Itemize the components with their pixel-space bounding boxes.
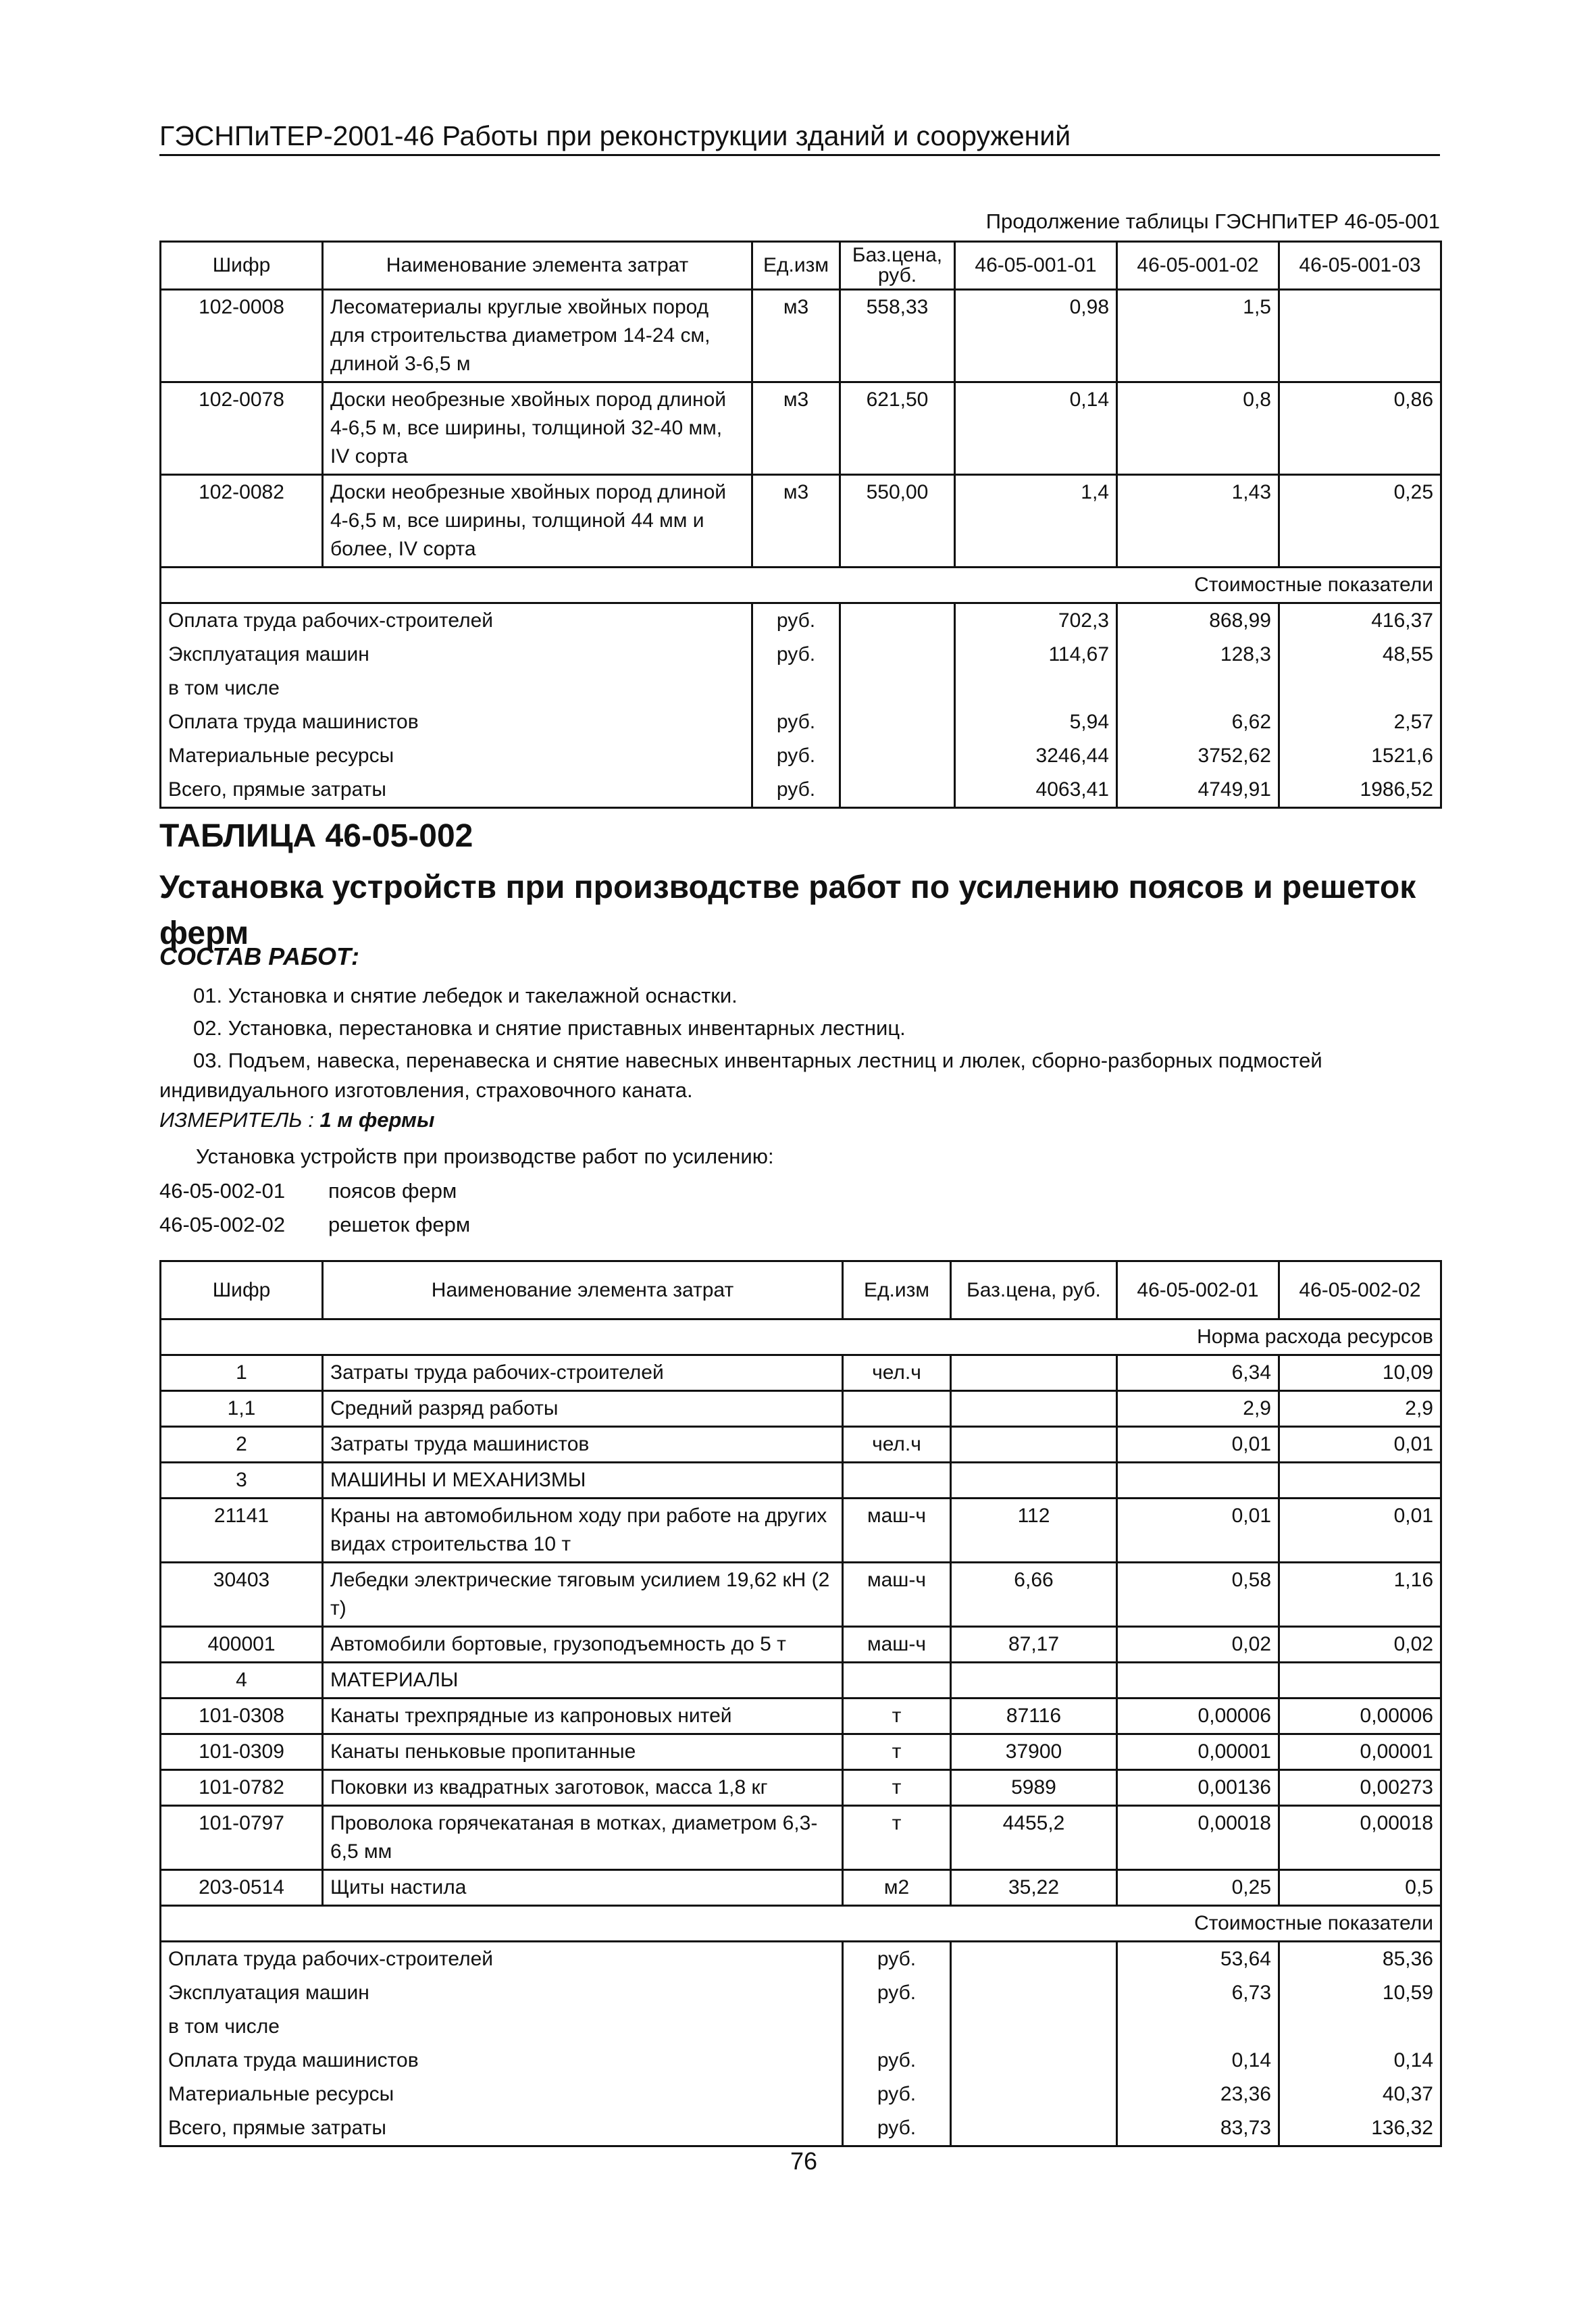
table-row	[161, 1734, 1441, 1770]
page-number: 76	[790, 2147, 818, 2175]
cost-label: Оплата труда рабочих-строителей	[161, 1942, 843, 1977]
cost-value-02: 85,36	[1279, 1942, 1441, 1977]
cell-price: 5989	[951, 1770, 1117, 1806]
cost-price	[840, 773, 955, 808]
cell-unit: т	[843, 1806, 951, 1870]
cell-code: 1	[161, 1355, 323, 1391]
header-name: Наименование элемента затрат	[323, 242, 752, 290]
cost-price	[951, 2078, 1117, 2111]
cost-value-01: 5,94	[955, 705, 1117, 739]
cost-label: Материальные ресурсы	[161, 739, 752, 773]
table-subtitle: Установка устройств при производстве работ по усилению поясов и решеток ферм	[159, 870, 1416, 951]
table-row	[161, 1391, 1441, 1427]
cell-price: 621,50	[840, 382, 955, 475]
cost-label: Оплата труда машинистов	[161, 2044, 843, 2078]
cell-norm-02: 0,00273	[1279, 1770, 1441, 1806]
cell-norm-01	[1117, 1463, 1279, 1499]
cost-row	[161, 773, 1441, 808]
cell-norm-01: 0,01	[1117, 1499, 1279, 1563]
cell-name: Затраты труда машинистов	[323, 1427, 843, 1463]
resource-table-46-05-002	[159, 1260, 1442, 2147]
header-base-price: Баз.цена, руб.	[951, 1261, 1117, 1319]
cell-norm-01: 2,9	[1117, 1391, 1279, 1427]
cell-norm-01: 0,25	[1117, 1870, 1279, 1906]
cost-price	[951, 2111, 1117, 2146]
cost-unit: руб.	[843, 2078, 951, 2111]
cell-name: МАШИНЫ И МЕХАНИЗМЫ	[323, 1463, 843, 1499]
table-row	[161, 1427, 1441, 1463]
table-row	[161, 1627, 1441, 1663]
cost-label: Оплата труда рабочих-строителей	[161, 603, 752, 638]
cost-value-02: 6,62	[1117, 705, 1279, 739]
code: 46-05-002-02	[159, 1213, 286, 1236]
cell-name: Щиты настила	[323, 1870, 843, 1906]
cell-price: 87116	[951, 1699, 1117, 1734]
cost-value-01: 4063,41	[955, 773, 1117, 808]
cost-unit: руб.	[752, 739, 840, 773]
cell-unit: т	[843, 1699, 951, 1734]
cost-unit: руб.	[752, 603, 840, 638]
cost-price	[840, 638, 955, 672]
cell-unit: т	[843, 1770, 951, 1806]
table-row	[161, 1770, 1441, 1806]
cell-norm-01: 0,98	[955, 290, 1117, 382]
cost-row	[161, 603, 1441, 638]
cost-value-01: 83,73	[1117, 2111, 1279, 2146]
cell-norm-01: 0,00018	[1117, 1806, 1279, 1870]
cost-unit: руб.	[843, 1976, 951, 2010]
cell-code: 102-0078	[161, 382, 323, 475]
cell-name: Поковки из квадратных заготовок, масса 1,8 кг	[323, 1770, 843, 1806]
cost-unit	[752, 672, 840, 705]
cell-name: Лесоматериалы круглые хвойных пород для строительства диаметром 14-24 см, длиной 3-6,5 м	[323, 290, 752, 382]
header-norm-01: 46-05-002-01	[1117, 1261, 1279, 1319]
cell-name: Автомобили бортовые, грузоподъемность до 5 т	[323, 1627, 843, 1663]
cell-code: 1,1	[161, 1391, 323, 1427]
intro-text: Установка устройств при производстве работ по усилению:	[196, 1145, 774, 1168]
cost-row	[161, 1976, 1441, 2010]
cost-price	[951, 1942, 1117, 1977]
cell-unit: м3	[752, 475, 840, 568]
cost-price	[951, 2044, 1117, 2078]
cost-row	[161, 2078, 1441, 2111]
header-code: Шифр	[161, 242, 323, 290]
cost-row	[161, 2010, 1441, 2044]
cost-value-01: 3246,44	[955, 739, 1117, 773]
cell-norm-02	[1279, 1463, 1441, 1499]
cost-value-02: 3752,62	[1117, 739, 1279, 773]
cell-norm-02: 0,00006	[1279, 1699, 1441, 1734]
cost-price	[951, 1976, 1117, 2010]
cost-value-03: 1986,52	[1279, 773, 1441, 808]
cell-price	[951, 1463, 1117, 1499]
cell-name: Доски необрезные хвойных пород длиной 4-6,5 м, все ширины, толщиной 44 мм и более, IV сорта	[323, 475, 752, 568]
table-row	[161, 382, 1441, 475]
cell-norm-02: 0,01	[1279, 1499, 1441, 1563]
cell-norm-02: 0,02	[1279, 1627, 1441, 1663]
cost-unit: руб.	[752, 773, 840, 808]
cost-unit: руб.	[752, 638, 840, 672]
cost-unit: руб.	[752, 705, 840, 739]
cell-code: 3	[161, 1463, 323, 1499]
cell-code: 102-0008	[161, 290, 323, 382]
table-continuation-label: Продолжение таблицы ГЭСНПиТЕР 46-05-001	[985, 209, 1440, 233]
cost-value-02	[1117, 672, 1279, 705]
cost-row	[161, 1942, 1441, 1977]
page-header: ГЭСНПиТЕР-2001-46 Работы при реконструкции зданий и сооружений	[159, 119, 1440, 156]
table-row	[161, 1699, 1441, 1734]
cell-name: МАТЕРИАЛЫ	[323, 1663, 843, 1699]
cell-name: Затраты труда рабочих-строителей	[323, 1355, 843, 1391]
cell-norm-03	[1279, 290, 1441, 382]
cell-norm-01: 0,14	[955, 382, 1117, 475]
cell-price	[951, 1391, 1117, 1427]
cost-value-03: 48,55	[1279, 638, 1441, 672]
table-header-row	[161, 242, 1441, 290]
cell-norm-01: 0,01	[1117, 1427, 1279, 1463]
cell-name: Средний разряд работы	[323, 1391, 843, 1427]
cost-value-02: 4749,91	[1117, 773, 1279, 808]
cost-value-03: 416,37	[1279, 603, 1441, 638]
cell-norm-02: 2,9	[1279, 1391, 1441, 1427]
section-row	[161, 1906, 1441, 1942]
code-desc: поясов ферм	[328, 1179, 457, 1203]
cell-code: 101-0308	[161, 1699, 323, 1734]
cost-value-01	[955, 672, 1117, 705]
cell-price: 37900	[951, 1734, 1117, 1770]
cell-price	[951, 1355, 1117, 1391]
cost-price	[951, 2010, 1117, 2044]
cost-value-02: 0,14	[1279, 2044, 1441, 2078]
cost-value-02	[1279, 2010, 1441, 2044]
cell-price	[951, 1663, 1117, 1699]
cell-code: 101-0797	[161, 1806, 323, 1870]
cell-norm-02: 1,43	[1117, 475, 1279, 568]
cost-value-02: 128,3	[1117, 638, 1279, 672]
cell-price: 112	[951, 1499, 1117, 1563]
cost-unit: руб.	[843, 2111, 951, 2146]
header-unit: Ед.изм	[752, 242, 840, 290]
cell-norm-01: 0,00136	[1117, 1770, 1279, 1806]
table-row	[161, 1499, 1441, 1563]
cell-unit: маш-ч	[843, 1499, 951, 1563]
cell-norm-02: 1,16	[1279, 1563, 1441, 1627]
cell-norm-02: 1,5	[1117, 290, 1279, 382]
cell-code: 102-0082	[161, 475, 323, 568]
cell-price	[951, 1427, 1117, 1463]
cell-norm-02: 0,00001	[1279, 1734, 1441, 1770]
cell-code: 101-0782	[161, 1770, 323, 1806]
cell-unit	[843, 1391, 951, 1427]
section-label: Стоимостные показатели	[161, 1906, 1441, 1942]
cell-norm-03: 0,86	[1279, 382, 1441, 475]
norm-label-row	[161, 1319, 1441, 1355]
meter-value: 1 м фермы	[319, 1108, 435, 1132]
cell-norm-01: 0,00006	[1117, 1699, 1279, 1734]
work-item: 03. Подъем, навеска, перенавеска и снятие навесных инвентарных лестниц и люлек, сборно-разборных подмостей индивидуального изготовления, страховочного каната.	[159, 1049, 1322, 1102]
cell-norm-01	[1117, 1663, 1279, 1699]
cell-price: 4455,2	[951, 1806, 1117, 1870]
cell-norm-02: 0,8	[1117, 382, 1279, 475]
cell-price: 87,17	[951, 1627, 1117, 1663]
cell-unit	[843, 1463, 951, 1499]
cell-unit: м2	[843, 1870, 951, 1906]
header-name: Наименование элемента затрат	[323, 1261, 843, 1319]
cell-name: Лебедки электрические тяговым усилием 19,62 кН (2 т)	[323, 1563, 843, 1627]
cell-code: 101-0309	[161, 1734, 323, 1770]
table-row	[161, 1806, 1441, 1870]
cell-norm-02	[1279, 1663, 1441, 1699]
cost-row	[161, 2111, 1441, 2146]
cell-code: 203-0514	[161, 1870, 323, 1906]
cost-price	[840, 739, 955, 773]
code-line	[159, 1213, 470, 1237]
cell-norm-01: 0,00001	[1117, 1734, 1279, 1770]
cell-unit: маш-ч	[843, 1563, 951, 1627]
header-norm-01: 46-05-001-01	[955, 242, 1117, 290]
cost-unit: руб.	[843, 1942, 951, 1977]
cell-unit: маш-ч	[843, 1627, 951, 1663]
cost-value-02: 868,99	[1117, 603, 1279, 638]
work-item: 02. Установка, перестановка и снятие приставных инвентарных лестниц.	[193, 1016, 906, 1040]
cell-norm-02: 10,09	[1279, 1355, 1441, 1391]
cost-row	[161, 638, 1441, 672]
cost-value-02: 40,37	[1279, 2078, 1441, 2111]
cost-label: Эксплуатация машин	[161, 1976, 843, 2010]
cell-price: 6,66	[951, 1563, 1117, 1627]
header-code: Шифр	[161, 1261, 323, 1319]
cell-price: 35,22	[951, 1870, 1117, 1906]
cost-value-01: 23,36	[1117, 2078, 1279, 2111]
cell-price: 558,33	[840, 290, 955, 382]
cell-norm-01: 6,34	[1117, 1355, 1279, 1391]
cost-row	[161, 705, 1441, 739]
cell-unit	[843, 1663, 951, 1699]
cell-code: 4	[161, 1663, 323, 1699]
table-row	[161, 1563, 1441, 1627]
norm-label: Норма расхода ресурсов	[161, 1319, 1441, 1355]
section-label: Стоимостные показатели	[161, 568, 1441, 603]
header-unit: Ед.изм	[843, 1261, 951, 1319]
cost-label: в том числе	[161, 672, 752, 705]
cell-unit: м3	[752, 290, 840, 382]
cell-unit: т	[843, 1734, 951, 1770]
cell-code: 2	[161, 1427, 323, 1463]
cost-value-01: 114,67	[955, 638, 1117, 672]
resource-table-46-05-001	[159, 241, 1442, 809]
cost-value-03: 2,57	[1279, 705, 1441, 739]
cost-label: Материальные ресурсы	[161, 2078, 843, 2111]
cell-code: 30403	[161, 1563, 323, 1627]
table-header-row	[161, 1261, 1441, 1319]
cost-value-01	[1117, 2010, 1279, 2044]
cost-unit	[843, 2010, 951, 2044]
table-title: ТАБЛИЦА 46-05-002	[159, 818, 473, 854]
cost-row	[161, 672, 1441, 705]
section-row	[161, 568, 1441, 603]
cell-code: 21141	[161, 1499, 323, 1563]
cell-norm-01: 0,58	[1117, 1563, 1279, 1627]
cell-norm-02: 0,5	[1279, 1870, 1441, 1906]
cost-value-03: 1521,6	[1279, 739, 1441, 773]
table-row	[161, 1463, 1441, 1499]
cell-name: Доски необрезные хвойных пород длиной 4-6,5 м, все ширины, толщиной 32-40 мм, IV сорта	[323, 382, 752, 475]
cost-unit: руб.	[843, 2044, 951, 2078]
cost-value-01: 6,73	[1117, 1976, 1279, 2010]
cell-name: Канаты трехпрядные из капроновых нитей	[323, 1699, 843, 1734]
cell-norm-02: 0,01	[1279, 1427, 1441, 1463]
cell-norm-01: 0,02	[1117, 1627, 1279, 1663]
table-row	[161, 475, 1441, 568]
cell-name: Проволока горячекатаная в мотках, диаметром 6,3-6,5 мм	[323, 1806, 843, 1870]
cost-label: Оплата труда машинистов	[161, 705, 752, 739]
cost-price	[840, 603, 955, 638]
cell-unit: м3	[752, 382, 840, 475]
cost-value-01: 53,64	[1117, 1942, 1279, 1977]
header-norm-02: 46-05-002-02	[1279, 1261, 1441, 1319]
header-norm-03: 46-05-001-03	[1279, 242, 1441, 290]
cost-value-02: 136,32	[1279, 2111, 1441, 2146]
header-norm-02: 46-05-001-02	[1117, 242, 1279, 290]
cost-value-01: 0,14	[1117, 2044, 1279, 2078]
table-row	[161, 1663, 1441, 1699]
cost-value-02: 10,59	[1279, 1976, 1441, 2010]
cost-value-03	[1279, 672, 1441, 705]
cell-norm-02: 0,00018	[1279, 1806, 1441, 1870]
cost-label: в том числе	[161, 2010, 843, 2044]
work-composition-heading: СОСТАВ РАБОТ:	[159, 942, 359, 970]
cell-name: Канаты пеньковые пропитанные	[323, 1734, 843, 1770]
meter	[159, 1108, 434, 1132]
table-row	[161, 1355, 1441, 1391]
cell-unit: чел.ч	[843, 1427, 951, 1463]
cost-price	[840, 705, 955, 739]
header-base-price: Баз.цена, руб.	[840, 242, 955, 290]
cost-row	[161, 2044, 1441, 2078]
cell-unit: чел.ч	[843, 1355, 951, 1391]
cost-row	[161, 739, 1441, 773]
code: 46-05-002-01	[159, 1179, 286, 1203]
cost-label: Всего, прямые затраты	[161, 773, 752, 808]
table-row	[161, 290, 1441, 382]
cell-name: Краны на автомобильном ходу при работе на других видах строительства 10 т	[323, 1499, 843, 1563]
meter-label: ИЗМЕРИТЕЛЬ :	[159, 1108, 314, 1132]
cell-price: 550,00	[840, 475, 955, 568]
code-desc: решеток ферм	[328, 1213, 471, 1236]
work-item: 01. Установка и снятие лебедок и такелажной оснастки.	[193, 984, 738, 1007]
cell-code: 400001	[161, 1627, 323, 1663]
cell-norm-01: 1,4	[955, 475, 1117, 568]
cost-price	[840, 672, 955, 705]
cost-label: Всего, прямые затраты	[161, 2111, 843, 2146]
table-row	[161, 1870, 1441, 1906]
cost-label: Эксплуатация машин	[161, 638, 752, 672]
code-line	[159, 1179, 457, 1203]
cell-norm-03: 0,25	[1279, 475, 1441, 568]
cost-value-01: 702,3	[955, 603, 1117, 638]
